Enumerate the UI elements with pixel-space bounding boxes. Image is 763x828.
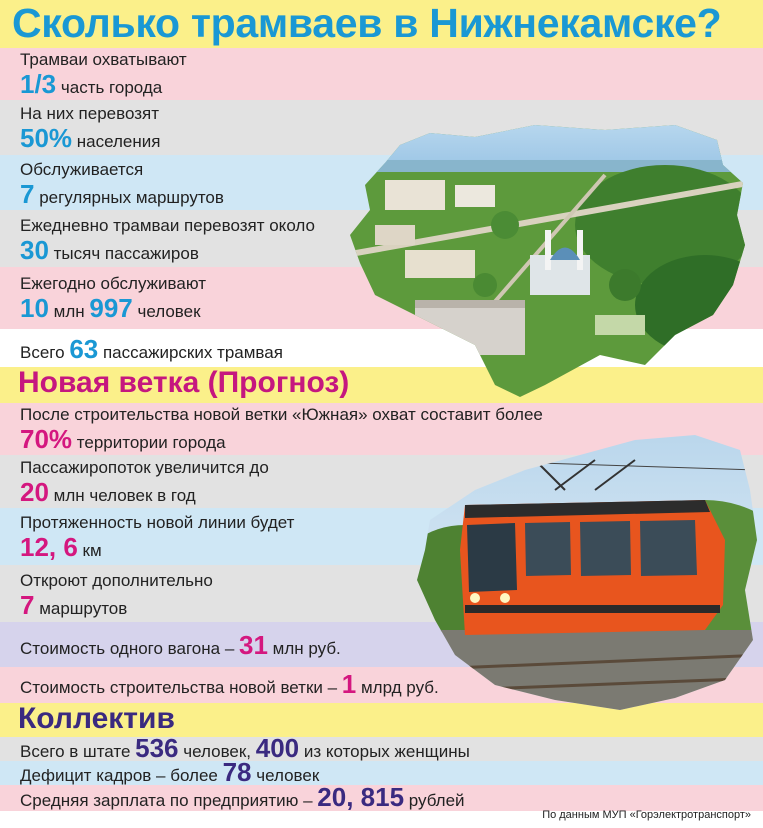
- fact-value: 7: [20, 179, 35, 209]
- fact-population: [20, 103, 160, 157]
- staff-salary: [20, 784, 465, 815]
- forecast-passenger-flow: [20, 457, 269, 511]
- fact-unit: млн: [48, 302, 90, 321]
- forecast-coverage: [20, 404, 543, 458]
- fact-unit: человек: [132, 302, 201, 321]
- fact-label: Откроют дополнительно: [20, 571, 213, 590]
- fact-unit: из которых женщины: [299, 742, 470, 761]
- fact-label: Дефицит кадров – более: [20, 766, 223, 785]
- fact-unit: млн человек в год: [48, 486, 196, 505]
- fact-value: 70%: [20, 424, 73, 454]
- forecast-wagon-cost: [20, 631, 341, 664]
- fact-unit: рублей: [404, 791, 465, 810]
- fact-yearly-passengers: [20, 273, 206, 327]
- fact-value: 1/3: [20, 69, 57, 99]
- staff-title: Коллектив: [18, 702, 175, 735]
- page-title: Сколько трамваев в Нижнекамске?: [12, 0, 722, 46]
- fact-value: 78: [222, 757, 252, 787]
- fact-label: Ежегодно обслуживают: [20, 274, 206, 293]
- fact-label: Всего: [20, 343, 70, 362]
- fact-label: Ежедневно трамваи перевозят около: [20, 216, 315, 235]
- source-note: По данным МУП «Горэлектротранспорт»: [542, 809, 751, 821]
- fact-unit: человек: [251, 766, 320, 785]
- fact-label: После строительства новой ветки «Южная» охват составит более: [20, 405, 543, 424]
- tram-photo: [405, 430, 763, 720]
- fact-unit: млн руб.: [267, 639, 341, 658]
- fact-unit: человек,: [178, 742, 256, 761]
- fact-value: 20: [20, 477, 49, 507]
- fact-unit: км: [77, 541, 102, 560]
- fact-value: 7: [20, 590, 35, 620]
- fact-value: 536: [135, 733, 179, 763]
- fact-unit: населения: [72, 132, 161, 151]
- fact-value: 30: [20, 235, 49, 265]
- fact-label: Стоимость строительства новой ветки –: [20, 678, 342, 697]
- fact-label: Всего в штате: [20, 742, 136, 761]
- fact-value: 10: [20, 293, 49, 323]
- fact-unit: маршрутов: [34, 599, 128, 618]
- fact-value: 997: [89, 293, 133, 323]
- forecast-new-routes: [20, 570, 213, 624]
- fact-unit: часть города: [56, 78, 163, 97]
- fact-label: Пассажиропоток увеличится до: [20, 458, 269, 477]
- fact-value: 400: [255, 733, 300, 763]
- fact-daily-passengers: [20, 215, 315, 269]
- fact-unit: территории города: [72, 433, 226, 452]
- fact-value: 50%: [20, 123, 73, 153]
- fact-coverage: [20, 49, 187, 103]
- fact-unit: млрд руб.: [356, 678, 439, 697]
- fact-label: Средняя зарплата по предприятию –: [20, 791, 318, 810]
- fact-value: 12, 6: [20, 532, 78, 562]
- fact-value: 1: [341, 669, 357, 699]
- fact-value: 63: [69, 334, 99, 364]
- fact-label: Обслуживается: [20, 160, 144, 179]
- forecast-branch-cost: [20, 670, 439, 703]
- city-aerial-photo: [345, 85, 763, 405]
- fact-unit: регулярных маршрутов: [34, 188, 224, 207]
- fact-routes: [20, 159, 224, 213]
- fact-unit: тысяч пассажиров: [48, 244, 199, 263]
- fact-label: Протяженность новой линии будет: [20, 513, 295, 532]
- forecast-line-length: [20, 512, 294, 566]
- fact-unit: пассажирских трамвая: [98, 343, 283, 362]
- fact-label: Трамваи охватывают: [20, 50, 187, 69]
- fact-label: Стоимость одного вагона –: [20, 639, 239, 658]
- fact-value: 31: [239, 630, 268, 660]
- fact-label: На них перевозят: [20, 104, 160, 123]
- fact-total-trams: [20, 335, 283, 368]
- fact-value: 20, 815: [317, 782, 405, 812]
- forecast-title: Новая ветка (Прогноз): [18, 366, 350, 399]
